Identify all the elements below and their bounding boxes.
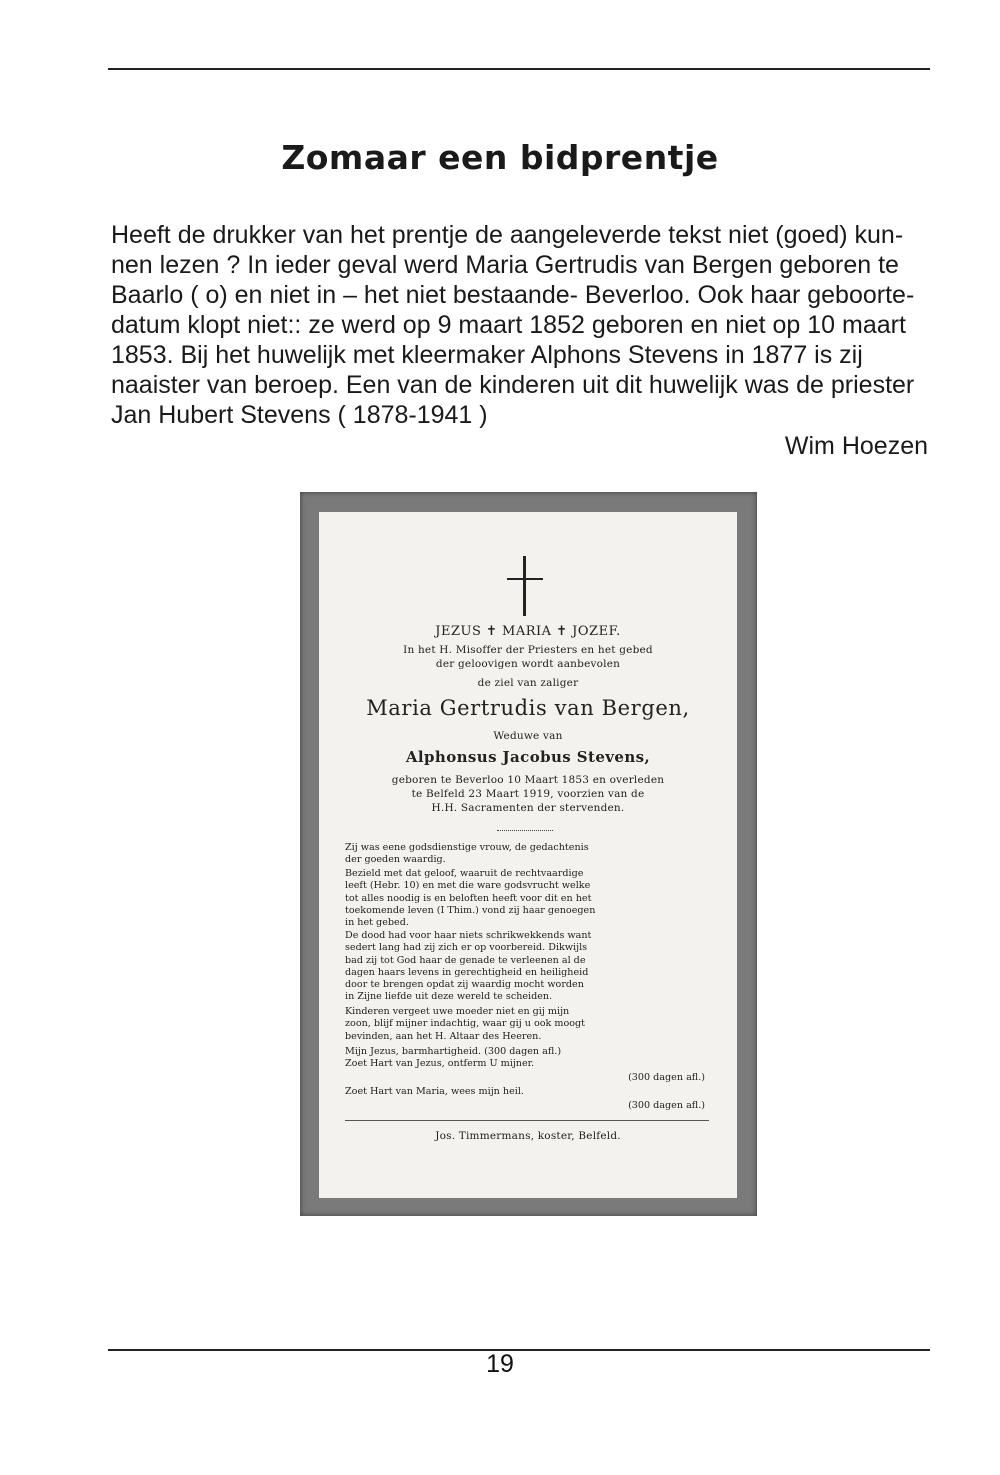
card-text-line: Bezield met dat geloof, waaruit de rechtvaardige [345, 868, 584, 879]
card-paragraph [345, 930, 709, 1004]
card-text-line: bad zij tot God haar de genade te verleenen al de [345, 954, 586, 966]
card-text-line: zoon, blijf mijner indachtig, waar gij u ook moogt [345, 1018, 586, 1030]
prayer-card-paper [319, 512, 737, 1198]
card-intro: In het H. Misoffer der Priesters en het gebed [403, 644, 653, 656]
card-paragraph [345, 868, 709, 929]
top-rule [108, 68, 930, 70]
card-text-line: der goeden waardig. [345, 854, 446, 866]
card-divider [497, 830, 553, 831]
card-text-line: leeft (Hebr. 10) en met die ware godsvrucht welke [345, 880, 591, 892]
card-printer: Jos. Timmermans, koster, Belfeld. [435, 1130, 621, 1142]
card-invocation: JEZUS ✝ MARIA ✝ JOZEF. [435, 624, 621, 639]
card-paragraph [345, 1006, 709, 1043]
author-name: Wim Hoezen [784, 432, 928, 460]
card-paragraph [345, 842, 709, 867]
card-text-line: in Zijne liefde uit deze wereld te scheiden. [345, 991, 553, 1003]
body-line: Heeft de drukker van het prentje de aangeleverde tekst niet (goed) kun- [111, 221, 904, 249]
card-divider [345, 1120, 709, 1121]
card-text-line: toekomende leven (I Thim.) vond zij haar genoegen [345, 904, 596, 916]
card-indulgence: (300 dagen afl.) [628, 1100, 705, 1111]
card-intro: de ziel van zaliger [477, 677, 579, 689]
body-line: Jan Hubert Stevens ( 1878-1941 ) [111, 401, 488, 429]
card-deceased-name: Maria Gertrudis van Bergen, [366, 696, 690, 720]
card-text-line: Zij was eene godsdienstige vrouw, de gedachtenis [345, 842, 589, 853]
card-birth-death: H.H. Sacramenten der stervenden. [431, 802, 625, 814]
card-text-line: Kinderen vergeet uwe moeder niet en gij mijn [345, 1006, 570, 1017]
page-number: 19 [486, 1350, 514, 1378]
card-prayer-line: Zoet Hart van Maria, wees mijn heil. [345, 1086, 524, 1097]
card-text-line: bevinden, aan het H. Altaar des Heeren. [345, 1030, 542, 1042]
prayer-card-image [300, 492, 757, 1216]
card-text-line: in het gebed. [345, 917, 409, 929]
card-birth-death: te Belfeld 23 Maart 1919, voorzien van de [411, 788, 645, 800]
body-line: Baarlo ( o) en niet in – het niet bestaande- Beverloo. Ook haar geboorte- [111, 281, 915, 309]
card-widow-of: Weduwe van [493, 730, 563, 742]
article-body [111, 220, 929, 430]
body-line: datum klopt niet:: ze werd op 9 maart 1852 geboren en niet op 10 maart [111, 311, 906, 339]
card-prayers [345, 1046, 709, 1071]
card-text-line: tot alles noodig is en beloften heeft voor dit en het [345, 892, 592, 904]
body-line: 1853. Bij het huwelijk met kleermaker Alphons Stevens in 1877 is zij [111, 341, 863, 369]
body-line: nen lezen ? In ieder geval werd Maria Gertrudis van Bergen geboren te [111, 251, 899, 279]
card-prayer-line: Mijn Jezus, barmhartigheid. (300 dagen afl.) [345, 1046, 562, 1057]
card-text-line: De dood had voor haar niets schrikwekkends want [345, 930, 592, 941]
card-text-line: door te brengen opdat zij waardig mocht worden [345, 979, 584, 991]
body-line: naaister van beroep. Een van de kinderen uit dit huwelijk was de priester [111, 371, 915, 399]
card-indulgence: (300 dagen afl.) [628, 1072, 705, 1083]
card-prayer-line: Zoet Hart van Jezus, ontferm U mijner. [345, 1058, 535, 1070]
card-prayers [345, 1086, 709, 1098]
card-intro: der geloovigen wordt aanbevolen [435, 658, 621, 670]
card-text-line: sedert lang had zij zich er op voorbereid. Dikwijls [345, 942, 588, 954]
card-birth-death: geboren te Beverloo 10 Maart 1853 en overleden [391, 774, 665, 786]
card-husband-name: Alphonsus Jacobus Stevens, [405, 748, 651, 766]
cross-icon [507, 556, 543, 616]
card-text-line: dagen haars levens in gerechtigheid en heiligheid [345, 966, 589, 978]
article-title: Zomaar een bidprentje [281, 138, 719, 177]
